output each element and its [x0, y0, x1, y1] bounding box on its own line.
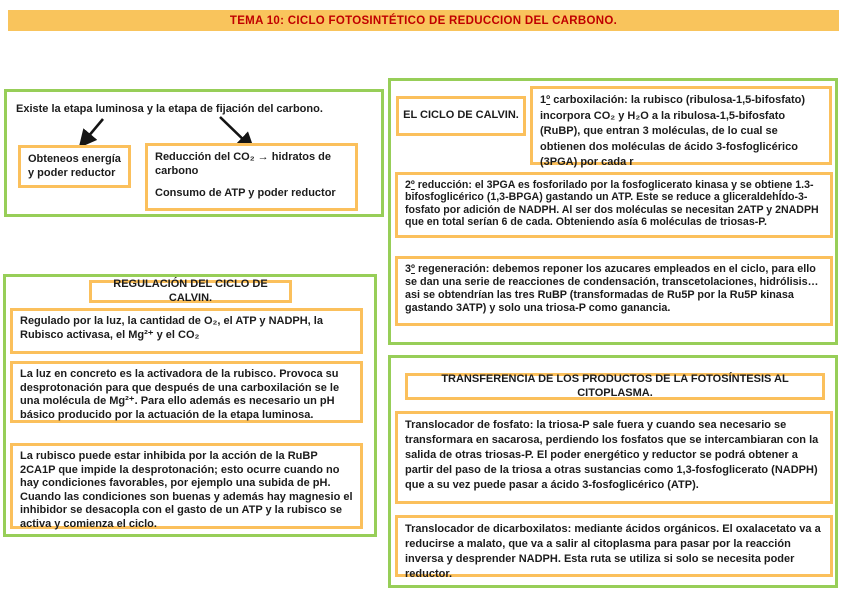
- step-text: regeneración: debemos reponer los azucares empleados en el ciclo, para ello se dan una serie de reacciones de condensación, transcetolaciones, hidrólisis… asi se obtendrían las tres RuBP (transformadas de Ru5P por la Ru5P kinasa gastando 3ATP) y solo una triosa-P como ganancia.: [405, 263, 819, 315]
- reduction-box: [145, 143, 358, 211]
- step-text: carboxilación: la rubisco (ribulosa-1,5-bifosfato) incorpora CO₂ y H₂O a la ribulosa-1,5-bifosfato (RuBP), que entran 3 moléculas, de lo cual se obtienen dos moléculas de ácido 3-fosfoglicérico (3PGA) por cada r: [540, 94, 806, 168]
- reduction-line1: Reducción del CO₂ → hidratos de carbono: [155, 151, 332, 177]
- calvin-step-2: [395, 172, 833, 238]
- transfer-title-box: [405, 373, 825, 400]
- transfer-box-2: Translocador de dicarboxilatos: mediante ácidos orgánicos. El oxalacetato va a reducirse a malato, que va a salir al citoplasma para pasar por la reacción inversa y desprender NADPH. Esta ruta se utiliza si solo se necesita poder reductor.: [395, 515, 833, 577]
- step-number: 2: [405, 179, 411, 191]
- ordinal-mark: º: [546, 94, 551, 106]
- transfer-section: [388, 355, 838, 588]
- regulation-title: REGULACIÓN DEL CICLO DE CALVIN.: [113, 278, 268, 304]
- calvin-title: EL CICLO DE CALVIN.: [403, 109, 519, 122]
- reduction-line2: Consumo de ATP y poder reductor: [155, 187, 336, 199]
- calvin-title-box: [396, 96, 526, 136]
- regulation-box-2: La luz en concreto es la activadora de la rubisco. Provoca su desprotonación para que después de una carboxilación se le una molécula de Mg²⁺. Para ello además es necesario un pH básico producido por la actuación de la etapa luminosa.: [10, 361, 363, 423]
- regulation-title-box: [89, 280, 292, 303]
- stages-intro: Existe la etapa luminosa y la etapa de fijación del carbono.: [16, 103, 323, 115]
- regulation-section: [3, 274, 377, 537]
- page-title-bar: [8, 10, 839, 31]
- step-number: 3: [405, 263, 412, 275]
- calvin-cycle-section: [388, 78, 838, 345]
- page-title: TEMA 10: CICLO FOTOSINTÉTICO DE REDUCCION DEL CARBONO.: [229, 14, 618, 27]
- step-number: 1: [540, 94, 547, 106]
- regulation-box-3: La rubisco puede estar inhibida por la acción de la RuBP 2CA1P que impide la desprotonación; esto ocurre cuando no hay condiciones favorables, por ejemplo una subida de pH. Cuando las condiciones son buenas y además hay magnesio el inhibidor se desacopla con el gasto de un ATP y la rubisco se activa y comienza el ciclo.: [10, 443, 363, 529]
- transfer-title: TRANSFERENCIA DE LOS PRODUCTOS DE LA FOTOSÍNTESIS AL CITOPLASMA.: [441, 373, 789, 399]
- calvin-step-3: [395, 256, 833, 326]
- transfer-box-1: Translocador de fosfato: la triosa-P sale fuera y cuando sea necesario se transformara en sacarosa, perdiendo los fosfatos que se intercambiaran con la salida de otras triosas-P. El poder energético y reductor se podrá obtener a partir del paso de la triosa a otras sustancias como 1,3-fosfoglicerato (NADPH) que a su vez puede pasar a ácido 3-fosfoglicérico (ATP).: [395, 411, 833, 504]
- energy-box: Obteneos energía y poder reductor: [18, 145, 131, 188]
- ordinal-mark: º: [411, 263, 415, 275]
- ordinal-mark: º: [410, 179, 415, 191]
- stages-section: [4, 89, 384, 217]
- arrow-down-left-icon: [82, 119, 103, 144]
- step-text: reducción: el 3PGA es fosforilado por la fosfoglicerato kinasa y se obtiene 1.3-bifosfoglicérico (1,3-BPGA) gastando un ATP. Este se reduce a gliceraldehÍdo-3-fosfato por adición de NADPH. Al ser dos moléculas se necesitan 2ATP y 2NADPH que en total serían 6 de cada. Obteniendo asía 6 moléculas de triosas-P.: [405, 179, 819, 228]
- regulation-box-1: Regulado por la luz, la cantidad de O₂, el ATP y NADPH, la Rubisco activasa, el Mg²⁺ y el CO₂: [10, 308, 363, 354]
- calvin-step-1: [530, 86, 832, 168]
